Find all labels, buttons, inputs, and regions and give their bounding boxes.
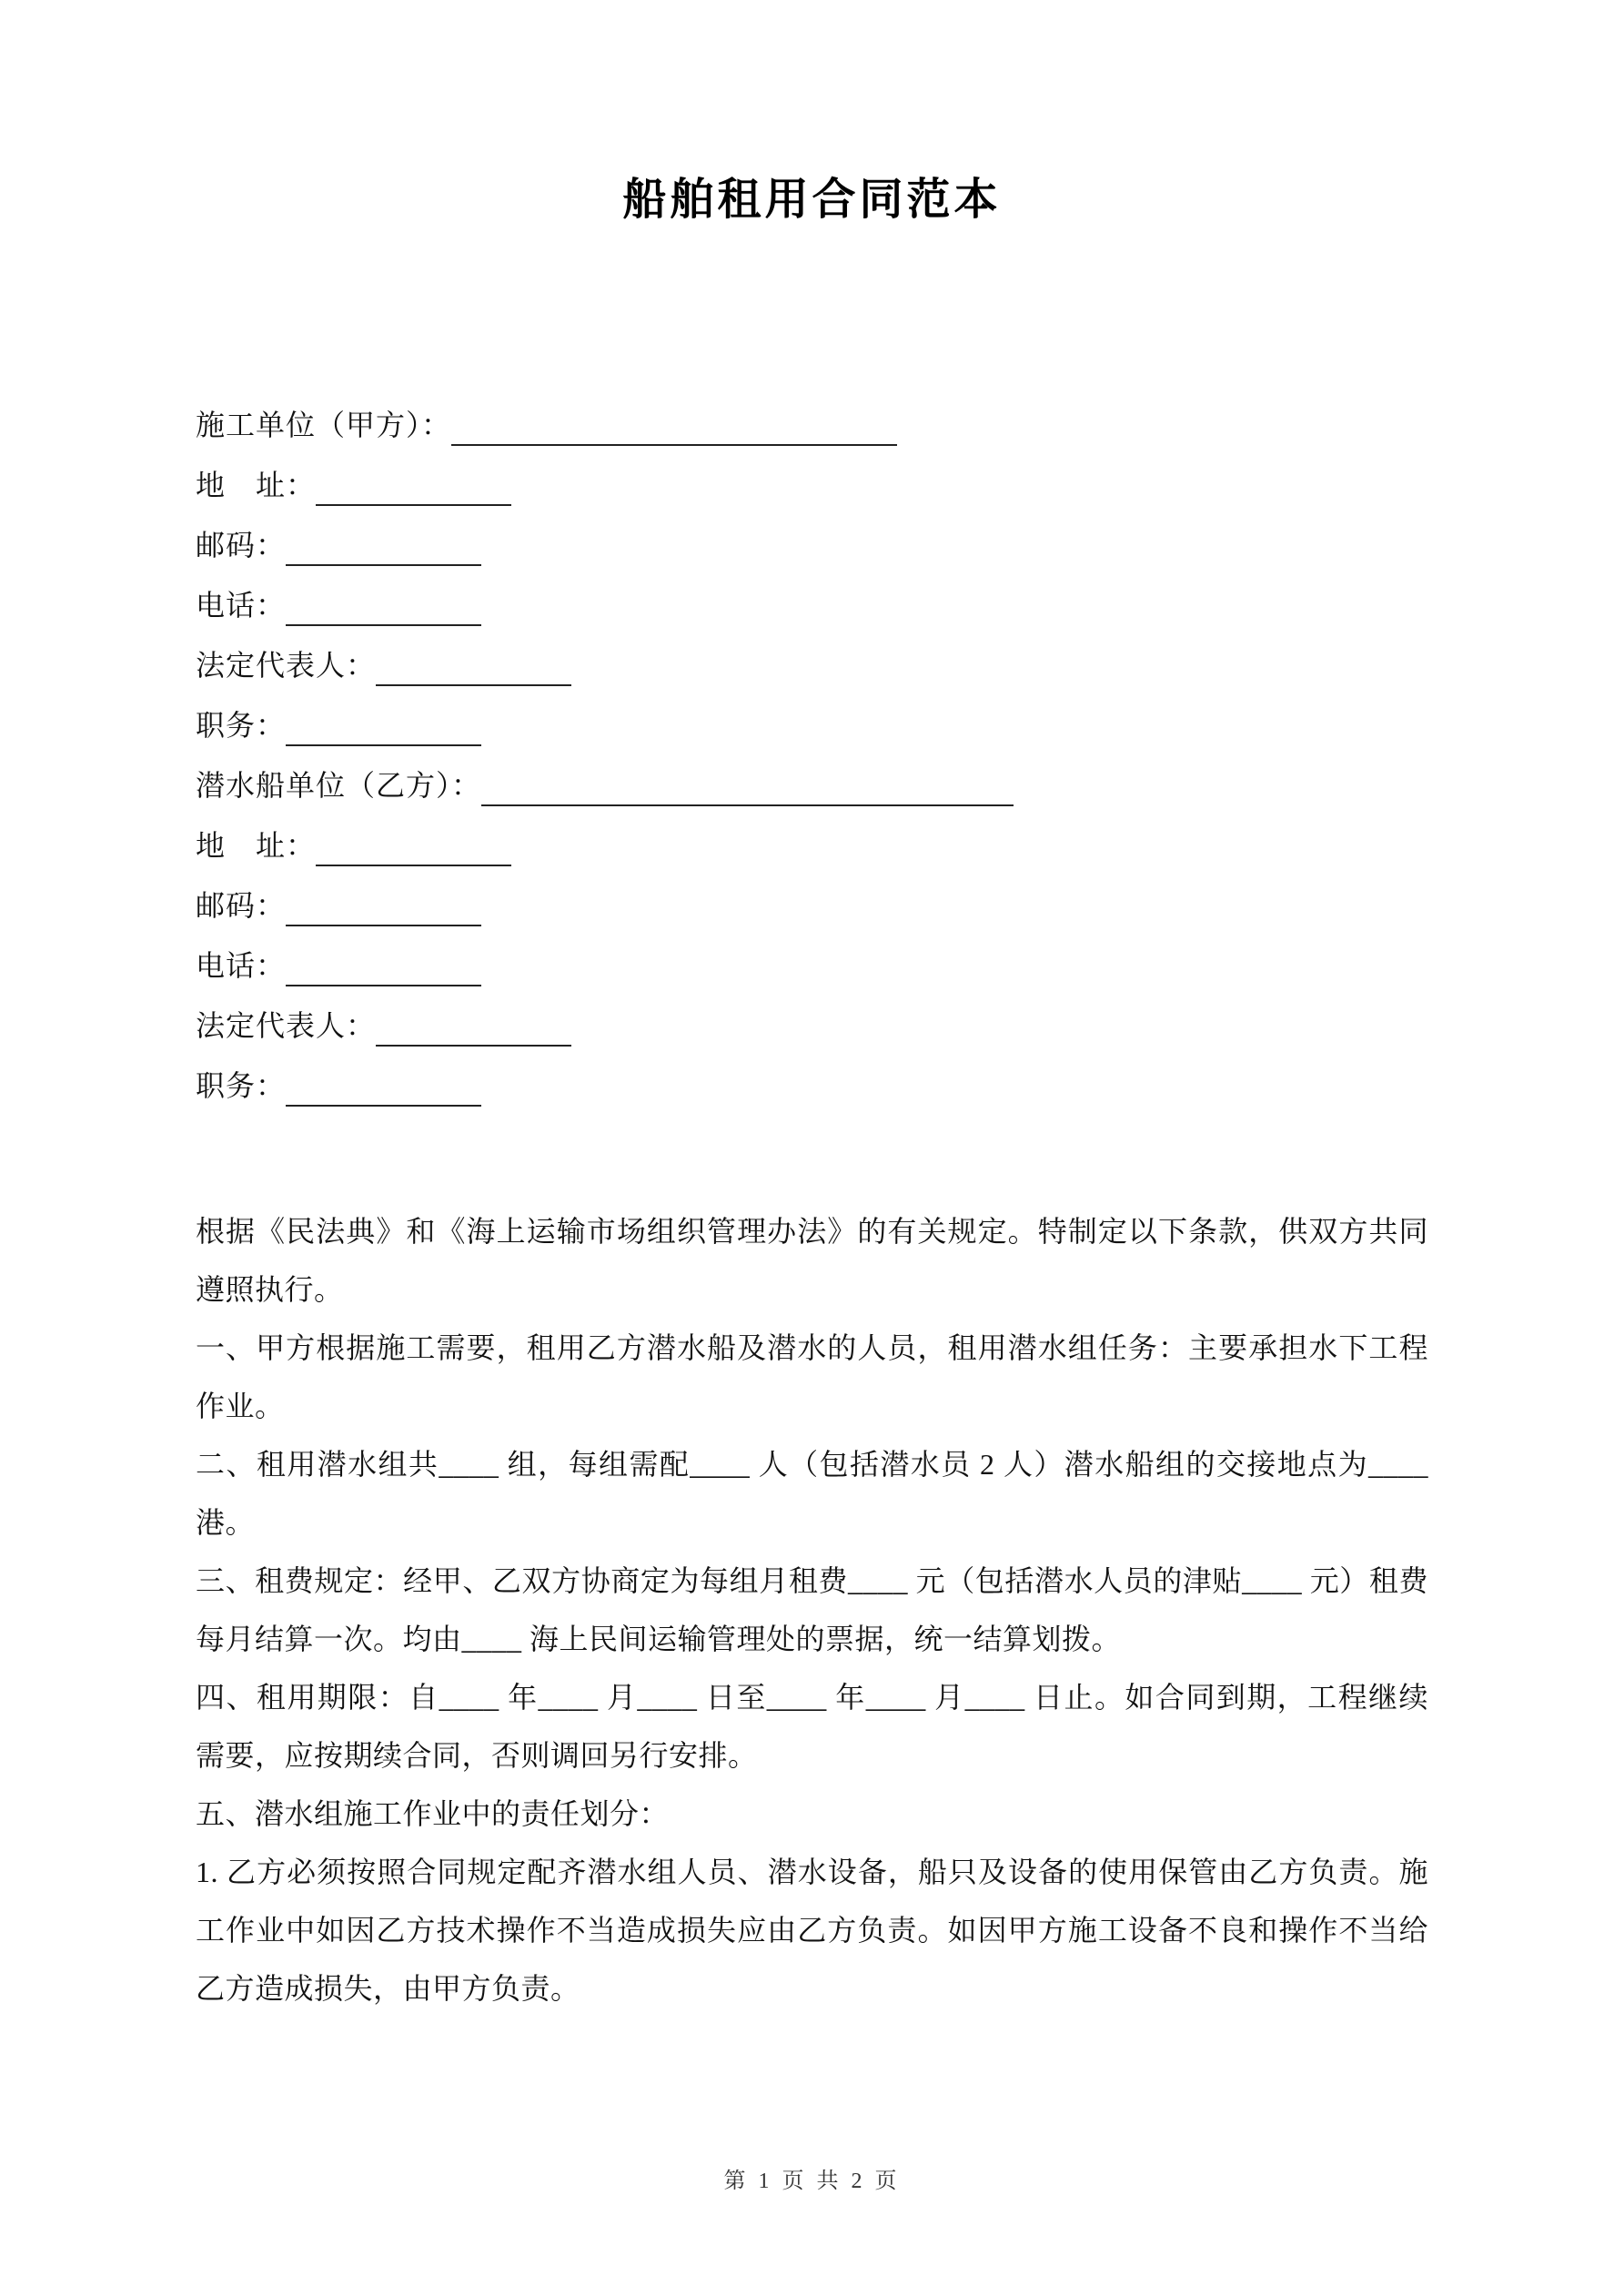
- field-blank-line: [286, 590, 481, 626]
- form-row: [196, 635, 1428, 695]
- form-row: [196, 1056, 1428, 1116]
- form-row: [196, 875, 1428, 936]
- form-row: [196, 575, 1428, 635]
- paragraph: 五、潜水组施工作业中的责任划分：: [196, 1797, 670, 1830]
- field-label: 邮码：: [196, 889, 287, 922]
- field-blank-line: [316, 830, 511, 866]
- field-label: 邮码：: [196, 529, 287, 561]
- form-row: [196, 515, 1428, 575]
- field-blank-line: [376, 1010, 571, 1047]
- field-blank-line: [286, 950, 481, 986]
- form-row: [196, 936, 1428, 996]
- contract-form: [196, 395, 1428, 1116]
- field-label: 地 址：: [196, 829, 317, 862]
- form-row: [196, 395, 1428, 455]
- field-label: 职务：: [196, 709, 287, 742]
- field-label: 施工单位（甲方）：: [196, 409, 452, 441]
- field-label: 电话：: [196, 949, 287, 982]
- field-label: 法定代表人：: [196, 649, 377, 682]
- form-row: [196, 455, 1428, 515]
- paragraph: 三、租费规定：经甲、乙双方协商定为每组月租费____ 元（包括潜水人员的津贴____ 元）租费每月结算一次。均由____ 海上民间运输管理处的票据，统一结算划拨。: [196, 1564, 1428, 1655]
- field-label: 法定代表人：: [196, 1009, 377, 1042]
- paragraph: 一、甲方根据施工需要，租用乙方潜水船及潜水的人员，租用潜水组任务：主要承担水下工程作业。: [196, 1331, 1428, 1422]
- field-blank-line: [316, 470, 511, 506]
- form-row: [196, 755, 1428, 815]
- contract-body: [196, 1202, 1428, 2018]
- paragraph: 根据《民法典》和《海上运输市场组织管理办法》的有关规定。特制定以下条款，供双方共同遵照执行。: [196, 1215, 1428, 1306]
- form-row: [196, 996, 1428, 1056]
- field-blank-line: [286, 710, 481, 746]
- page-footer: 第 1 页 共 2 页: [723, 2170, 901, 2193]
- paragraph: 二、租用潜水组共____ 组，每组需配____ 人（包括潜水员 2 人）潜水船组的交接地点为____ 港。: [196, 1448, 1428, 1539]
- paragraph: 1. 乙方必须按照合同规定配齐潜水组人员、潜水设备，船只及设备的使用保管由乙方负责。施工作业中如因乙方技术操作不当造成损失应由乙方负责。如因甲方施工设备不良和操作不当给乙方造成损失，由甲方负责。: [196, 1856, 1428, 2005]
- field-blank-line: [286, 530, 481, 566]
- field-label: 地 址：: [196, 469, 317, 501]
- field-label: 职务：: [196, 1069, 287, 1102]
- document-title: 船舶租用合同范本: [622, 176, 1002, 224]
- field-blank-line: [451, 410, 897, 446]
- field-blank-line: [481, 770, 1014, 806]
- field-blank-line: [376, 650, 571, 686]
- field-blank-line: [286, 890, 481, 926]
- paragraph: 四、租用期限：自____ 年____ 月____ 日至____ 年____ 月____ 日止。如合同到期，工程继续需要，应按期续合同，否则调回另行安排。: [196, 1681, 1428, 1772]
- field-label: 潜水船单位（乙方）：: [196, 769, 482, 802]
- field-label: 电话：: [196, 589, 287, 622]
- form-row: [196, 695, 1428, 755]
- form-row: [196, 815, 1428, 875]
- field-blank-line: [286, 1070, 481, 1107]
